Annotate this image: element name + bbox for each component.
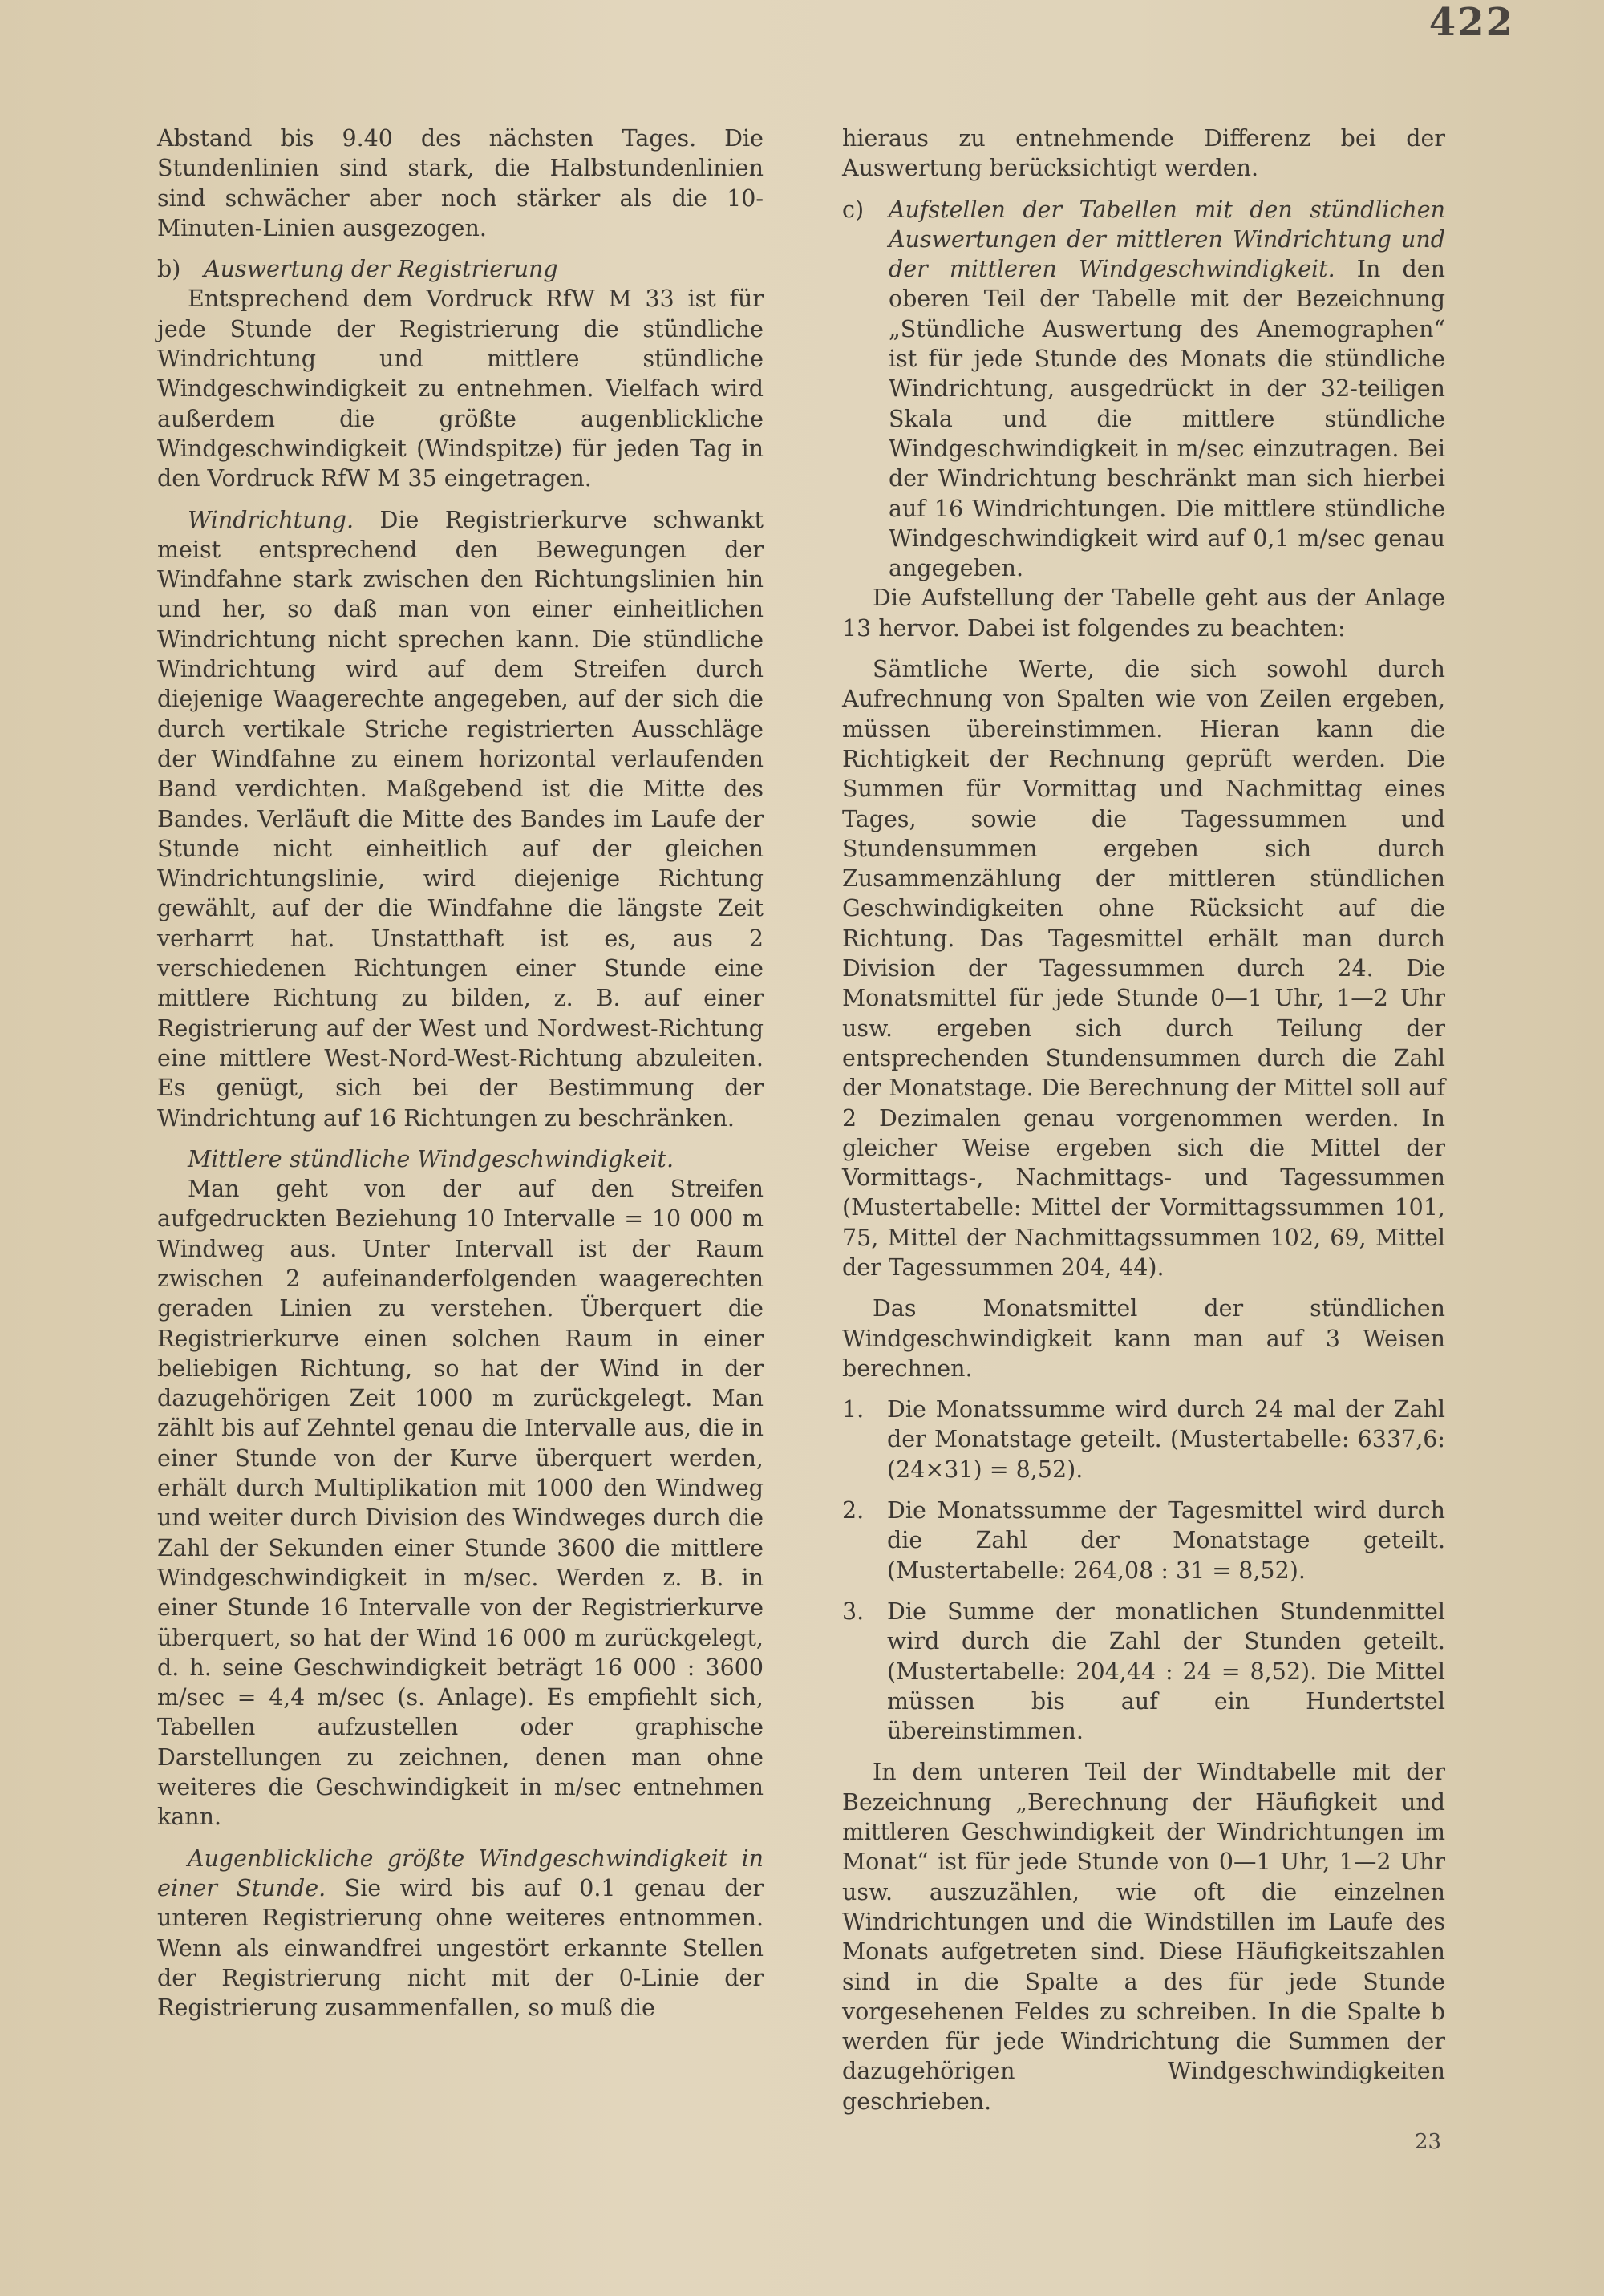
windrichtung-title: Windrichtung. <box>188 506 354 533</box>
section-c-title: Aufstellen der Tabellen mit den stündlichen Auswertungen der mittleren Windrichtung und der mittleren Windgeschwindigkeit. <box>889 196 1445 283</box>
right-column <box>842 124 1445 2116</box>
paragraph-abstand: Abstand bis 9.40 des nächsten Tages. Die Stundenlinien sind stark, die Halbstundenlinien sind schwächer aber noch stärker als die 10-Minuten-Linien ausgezogen. <box>157 125 764 241</box>
section-c-label: c) <box>842 196 865 223</box>
page-number: 23 <box>1415 2130 1442 2154</box>
paragraph-monatsmittel: Das Monatsmittel der stündlichen Windgeschwindigkeit kann man auf 3 Weisen berechnen. <box>842 1295 1445 1382</box>
archive-stamp-number: 422 <box>1428 0 1514 45</box>
list-item <box>842 1496 1445 1585</box>
paragraph-windtabelle: In dem unteren Teil der Windtabelle mit der Bezeichnung „Berechnung der Häufigkeit und mittleren Geschwindigkeit der Windrichtungen im Monat“ ist für jede Stunde von 0—1 Uhr, 1—2 Uhr usw. auszuzählen, wie oft die einzelnen Windrichtungen und die Windstillen im Laufe des Monats aufgetreten sind. Diese Häufigkeitszahlen sind in die Spalte a des für jede Stunde vorgesehenen Feldes zu schreiben. In die Spalte b werden für jede Windrichtung die Summen der dazugehörigen Windgeschwindigkeiten geschrieben. <box>842 1759 1445 2115</box>
list-item-text: Die Monatssumme der Tagesmittel wird durch die Zahl der Monatstage geteilt. (Mustertabelle: 264,08 : 31 = 8,52). <box>887 1497 1445 1584</box>
paragraph-man-geht: Man geht von der auf den Streifen aufgedruckten Beziehung 10 Intervalle = 10 000 m Windweg aus. Unter Intervall ist der Raum zwischen 2 aufeinanderfolgenden waagerechten geraden Linien zu verstehen. Überquert die Registrierkurve einen solchen Raum in einer beliebigen Richtung, so hat der Wind in der dazugehörigen Zeit 1000 m zurückgelegt. Man zählt bis auf Zehntel genau die Intervalle aus, die in einer Stunde von der Kurve überquert werden, erhält durch Multiplikation mit 1000 den Windweg und weiter durch Division des Windweges durch die Zahl der Sekunden einer Stunde 3600 die mittlere Windgeschwindigkeit in m/sec. Werden z. B. in einer Stunde 16 Intervalle von der Registrierkurve überquert, so hat der Wind 16 000 m zurückgelegt, d. h. seine Geschwindigkeit beträgt 16 000 : 3600 m/sec = 4,4 m/sec (s. Anlage). Es empfiehlt sich, Tabellen aufzustellen oder graphische Darstellungen zu zeichnen, denen man ohne weiteres die Geschwindigkeit in m/sec entnehmen kann. <box>157 1176 764 1831</box>
paragraph-windrichtung <box>157 505 764 1133</box>
section-b-label: b) <box>157 256 181 283</box>
left-column <box>157 124 764 2023</box>
paragraph-saemtliche: Sämtliche Werte, die sich sowohl durch Aufrechnung von Spalten wie von Zeilen ergeben, müssen übereinstimmen. Hieran kann die Richtigkeit der Rechnung geprüft werden. Die Summen für Vormittag und Nachmittag eines Tages, sowie die Tagessummen und Stundensummen ergeben sich durch Zusammenzählung der mittleren stündlichen Geschwindigkeiten ohne Rücksicht auf die Richtung. Das Tagesmittel erhält man durch Division der Tagessummen durch 24. Die Monatsmittel für jede Stunde 0—1 Uhr, 1—2 Uhr usw. ergeben sich durch Teilung der entsprechenden Stundensummen durch die Zahl der Monatstage. Die Berechnung der Mittel soll auf 2 Dezimalen genau vorgenommen werden. In gleicher Weise ergeben sich die Mittel der Vormittags-, Nachmittags- und Tagessummen (Mustertabelle: Mittel der Vormittagssummen 101, 75, Mittel der Nachmittagssummen 102, 69, Mittel der Tagessummen 204, 44). <box>842 656 1445 1281</box>
section-b-title: Auswertung der Registrierung <box>204 256 558 283</box>
paragraph-augenblickliche <box>157 1844 764 2023</box>
augenblickliche-text: Sie wird bis auf 0.1 genau der unteren Registrierung ohne weiteres entnommen. Wenn als einwandfrei ungestört erkannte Stellen der Registrierung nicht mit der 0-Linie der Registrierung zusammenfallen, so muß die <box>157 1874 764 2022</box>
mittlere-title: Mittlere stündliche Windgeschwindigkeit. <box>188 1145 674 1172</box>
list-item-text: Die Monatssumme wird durch 24 mal der Zahl der Monatstage geteilt. (Mustertabelle: 6337,6: (24×31) = 8,52). <box>887 1396 1445 1483</box>
windrichtung-text: Die Registrierkurve schwankt meist entsprechend den Bewegungen der Windfahne stark zwischen den Richtungslinien hin und her, so daß man von einer einheitlichen Windrichtung nicht sprechen kann. Die stündliche Windrichtung wird auf dem Streifen durch diejenige Waagerechte angegeben, auf der sich die durch vertikale Striche registrierten Ausschläge der Windfahne zu einem horizontal verlaufenden Band verdichten. Maßgebend ist die Mitte des Bandes. Verläuft die Mitte des Bandes im Laufe der Stunde nicht einheitlich auf der gleichen Windrichtungslinie, wird diejenige Richtung gewählt, auf der die Windfahne die längste Zeit verharrt hat. Unstatthaft ist es, aus 2 verschiedenen Richtungen einer Stunde eine mittlere Richtung zu bilden, z. B. auf einer Registrierung auf der West und Nordwest-Richtung eine mittlere West-Nord-West-Richtung abzuleiten. Es genügt, sich bei der Bestimmung der Windrichtung auf 16 Richtungen zu beschränken. <box>157 506 764 1132</box>
list-item-number: 3. <box>842 1597 865 1625</box>
augenblickliche-title: Augenblickliche größte Windgeschwindigkeit in einer Stunde. <box>157 1844 764 1901</box>
section-b-heading <box>157 254 764 284</box>
list-item <box>842 1395 1445 1484</box>
list-item <box>842 1597 1445 1746</box>
section-c <box>842 195 1445 584</box>
paragraph-aufstellung: Die Aufstellung der Tabelle geht aus der Anlage 13 hervor. Dabei ist folgendes zu beachten: <box>842 585 1445 642</box>
list-item-text: Die Summe der monatlichen Stundenmittel wird durch die Zahl der Stunden geteilt. (Mustertabelle: 204,44 : 24 = 8,52). Die Mittel müssen bis auf ein Hundertstel übereinstimmen. <box>887 1597 1445 1745</box>
section-c-text: In den oberen Teil der Tabelle mit der Bezeichnung „Stündliche Auswertung des Anemographen“ ist für jede Stunde des Monats die stündliche Windrichtung, ausgedrückt in der 32-teiligen Skala und die mittlere stündliche Windgeschwindigkeit in m/sec einzutragen. Bei der Windrichtung beschränkt man sich hierbei auf 16 Windrichtungen. Die mittlere stündliche Windgeschwindigkeit wird auf 0,1 m/sec genau angegeben. <box>889 256 1446 582</box>
paragraph-entsprechend: Entsprechend dem Vordruck RfW M 33 ist für jede Stunde der Registrierung die stündliche Windrichtung und mittlere stündliche Windgeschwindigkeit zu entnehmen. Vielfach wird außerdem die größte augenblickliche Windgeschwindigkeit (Windspitze) für jeden Tag in den Vordruck RfW M 35 eingetragen. <box>157 285 764 492</box>
paragraph-hieraus: hieraus zu entnehmende Differenz bei der Auswertung berücksichtigt werden. <box>842 125 1445 182</box>
list-item-number: 2. <box>842 1497 865 1525</box>
list-item-number: 1. <box>842 1396 865 1423</box>
